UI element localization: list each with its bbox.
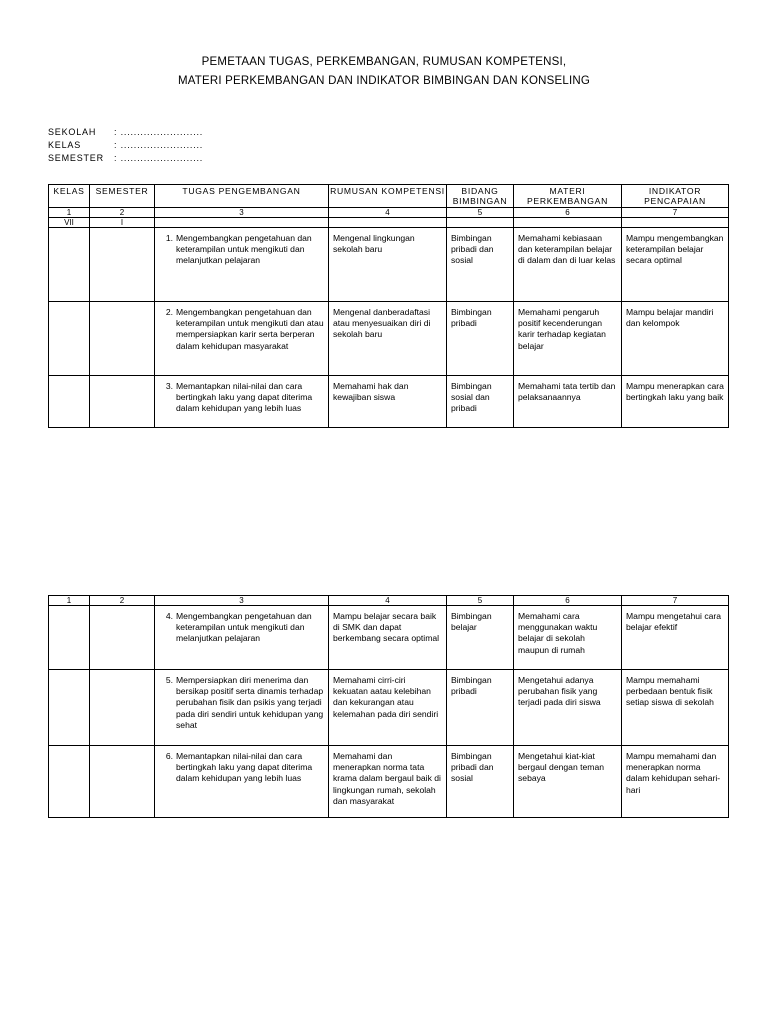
kelas-semester-row bbox=[49, 218, 729, 228]
document-title-line1: PEMETAAN TUGAS, PERKEMBANGAN, RUMUSAN KOMPETENSI, bbox=[201, 56, 567, 68]
col-number: 3 bbox=[155, 596, 329, 606]
header-row bbox=[49, 185, 729, 208]
table-row bbox=[49, 376, 729, 428]
materi-cell bbox=[514, 376, 622, 428]
meta-row-sekolah bbox=[48, 126, 203, 139]
cell-text: Bimbingan belajar bbox=[451, 611, 492, 633]
indikator-cell bbox=[622, 376, 729, 428]
materi-cell bbox=[514, 746, 622, 818]
cell-text: Memahami dan menerapkan norma tata krama dalam bergaul baik di lingkungan rumah, sekolah dan masyarakat bbox=[333, 751, 441, 806]
header-kelas: KELAS bbox=[49, 185, 90, 208]
cell-text: Mampu memahami dan menerapkan norma dalam kehidupan sehari-hari bbox=[626, 751, 721, 795]
cell-text: Mampu belajar secara baik di SMK dan dapat berkembang secara optimal bbox=[333, 611, 440, 644]
cell-text: Mampu memahami perbedaan bentuk fisik setiap siswa di sekolah bbox=[626, 675, 714, 708]
table-row bbox=[49, 606, 729, 670]
col-number: 7 bbox=[622, 596, 729, 606]
indikator-cell bbox=[622, 228, 729, 302]
cell-text: Bimbingan pribadi bbox=[451, 675, 492, 697]
col-number: 2 bbox=[90, 596, 155, 606]
row-number: 6. bbox=[165, 751, 173, 761]
bidang-cell bbox=[447, 746, 514, 818]
cell-text: Bimbingan sosial dan pribadi bbox=[451, 381, 492, 414]
tugas-cell bbox=[155, 228, 329, 302]
bidang-cell bbox=[447, 606, 514, 670]
header-indikator: INDIKATOR PENCAPAIAN bbox=[622, 185, 729, 208]
table-row bbox=[49, 302, 729, 376]
cell-text: Memahami cara menggunakan waktu belajar di sekolah maupun di rumah bbox=[518, 611, 598, 655]
meta-value: : ......................... bbox=[114, 140, 204, 150]
column-number-row bbox=[49, 208, 729, 218]
cell-text: Mengetahui kiat-kiat bergaul dengan teman sebaya bbox=[518, 751, 605, 784]
col-number: 3 bbox=[155, 208, 329, 218]
rumusan-cell bbox=[329, 670, 447, 746]
mapping-table-page1 bbox=[48, 184, 729, 428]
tugas-text: Memantapkan nilai-nilai dan cara bertingkah laku yang dapat diterima dalam kehidupan yang lebih luas bbox=[176, 381, 313, 414]
cell-text: Mampu menerapkan cara bertingkah laku yang baik bbox=[626, 381, 724, 403]
col-number: 7 bbox=[622, 208, 729, 218]
document-title-line2: MATERI PERKEMBANGAN DAN INDIKATOR BIMBINGAN DAN KONSELING bbox=[177, 75, 591, 87]
meta-value: : ......................... bbox=[114, 153, 204, 163]
cell-text: Mengenal lingkungan sekolah baru bbox=[333, 233, 415, 255]
mapping-table-page2 bbox=[48, 595, 729, 818]
tugas-cell bbox=[155, 302, 329, 376]
rumusan-cell bbox=[329, 376, 447, 428]
tugas-text: Mengembangkan pengetahuan dan keterampilan untuk mengikuti dan melanjutkan pelajaran bbox=[176, 611, 312, 644]
indikator-cell bbox=[622, 746, 729, 818]
col-number: 4 bbox=[329, 208, 447, 218]
cell-text: Mampu belajar mandiri dan kelompok bbox=[626, 307, 714, 329]
cell-text: Memahami pengaruh positif kecenderungan karir terhadap kegiatan belajar bbox=[518, 307, 606, 351]
row-number: 2. bbox=[165, 307, 173, 317]
cell-text: Mampu mengembangkan keterampilan belajar secara optimal bbox=[626, 233, 724, 266]
meta-label: SEKOLAH bbox=[48, 127, 97, 137]
meta-label: KELAS bbox=[48, 140, 82, 150]
cell-text: Memahami hak dan kewajiban siswa bbox=[333, 381, 409, 403]
meta-row-kelas bbox=[48, 139, 203, 152]
bidang-cell bbox=[447, 670, 514, 746]
row-number: 5. bbox=[165, 675, 173, 685]
rumusan-cell bbox=[329, 746, 447, 818]
bidang-cell bbox=[447, 302, 514, 376]
row-number: 4. bbox=[165, 611, 173, 621]
cell-text: Mengenal danberadaftasi atau menyesuaikan diri di sekolah baru bbox=[333, 307, 431, 340]
indikator-cell bbox=[622, 606, 729, 670]
indikator-cell bbox=[622, 302, 729, 376]
materi-cell bbox=[514, 606, 622, 670]
col-number: 2 bbox=[90, 208, 155, 218]
header-bidang: BIDANG BIMBINGAN bbox=[447, 185, 514, 208]
header-semester: SEMESTER bbox=[90, 185, 155, 208]
materi-cell bbox=[514, 228, 622, 302]
cell-text: Memahami cirri-ciri kekuatan aatau kelebihan dan kekurangan atau kelemahan pada diri sendiri bbox=[333, 675, 439, 719]
semester-value: I bbox=[90, 218, 155, 228]
meta-value: : ......................... bbox=[114, 127, 204, 137]
row-number: 3. bbox=[165, 381, 173, 391]
materi-cell bbox=[514, 302, 622, 376]
cell-text: Bimbingan pribadi bbox=[451, 307, 492, 329]
header-rumusan: RUMUSAN KOMPETENSI bbox=[329, 185, 447, 208]
table-row bbox=[49, 228, 729, 302]
indikator-cell bbox=[622, 670, 729, 746]
col-number: 5 bbox=[447, 208, 514, 218]
tugas-cell bbox=[155, 376, 329, 428]
col-number: 6 bbox=[514, 208, 622, 218]
meta-label: SEMESTER bbox=[48, 153, 104, 163]
cell-text: Bimbingan pribadi dan sosial bbox=[451, 751, 494, 784]
col-number: 4 bbox=[329, 596, 447, 606]
cell-text: Mengetahui adanya perubahan fisik yang terjadi pada diri siswa bbox=[518, 675, 601, 708]
col-number: 6 bbox=[514, 596, 622, 606]
rumusan-cell bbox=[329, 606, 447, 670]
document-meta bbox=[48, 126, 203, 165]
tugas-cell bbox=[155, 746, 329, 818]
cell-text: Memahami kebiasaan dan keterampilan belajar di dalam dan di luar kelas bbox=[518, 233, 616, 266]
tugas-cell bbox=[155, 670, 329, 746]
tugas-text: Mempersiapkan diri menerima dan bersikap positif serta dinamis terhadap perubahan fisik dan psikis yang terjadi pada diri sendiri untuk kehidupan yang sehat bbox=[176, 675, 324, 730]
row-number: 1. bbox=[165, 233, 173, 243]
cell-text: Bimbingan pribadi dan sosial bbox=[451, 233, 494, 266]
bidang-cell bbox=[447, 376, 514, 428]
column-number-row bbox=[49, 596, 729, 606]
col-number: 5 bbox=[447, 596, 514, 606]
tugas-text: Mengembangkan pengetahuan dan keterampilan untuk mengikuti dan melanjutkan pelajaran bbox=[176, 233, 312, 266]
kelas-value: VII bbox=[49, 218, 90, 228]
header-materi: MATERI PERKEMBANGAN bbox=[514, 185, 622, 208]
cell-text: Mampu mengetahui cara belajar efektif bbox=[626, 611, 722, 633]
table-row bbox=[49, 670, 729, 746]
rumusan-cell bbox=[329, 228, 447, 302]
meta-row-semester bbox=[48, 152, 203, 165]
col-number: 1 bbox=[49, 596, 90, 606]
table-row bbox=[49, 746, 729, 818]
tugas-cell bbox=[155, 606, 329, 670]
cell-text: Memahami tata tertib dan pelaksanaannya bbox=[518, 381, 616, 403]
header-tugas: TUGAS PENGEMBANGAN bbox=[155, 185, 329, 208]
tugas-text: Memantapkan nilai-nilai dan cara bertingkah laku yang dapat diterima dalam kehidupan yang lebih luas bbox=[176, 751, 313, 784]
col-number: 1 bbox=[49, 208, 90, 218]
materi-cell bbox=[514, 670, 622, 746]
rumusan-cell bbox=[329, 302, 447, 376]
tugas-text: Mengembangkan pengetahuan dan keterampilan untuk mengikuti dan atau mempersiapkan karir serta berperan dalam kehidupan masyarakat bbox=[176, 307, 324, 351]
bidang-cell bbox=[447, 228, 514, 302]
